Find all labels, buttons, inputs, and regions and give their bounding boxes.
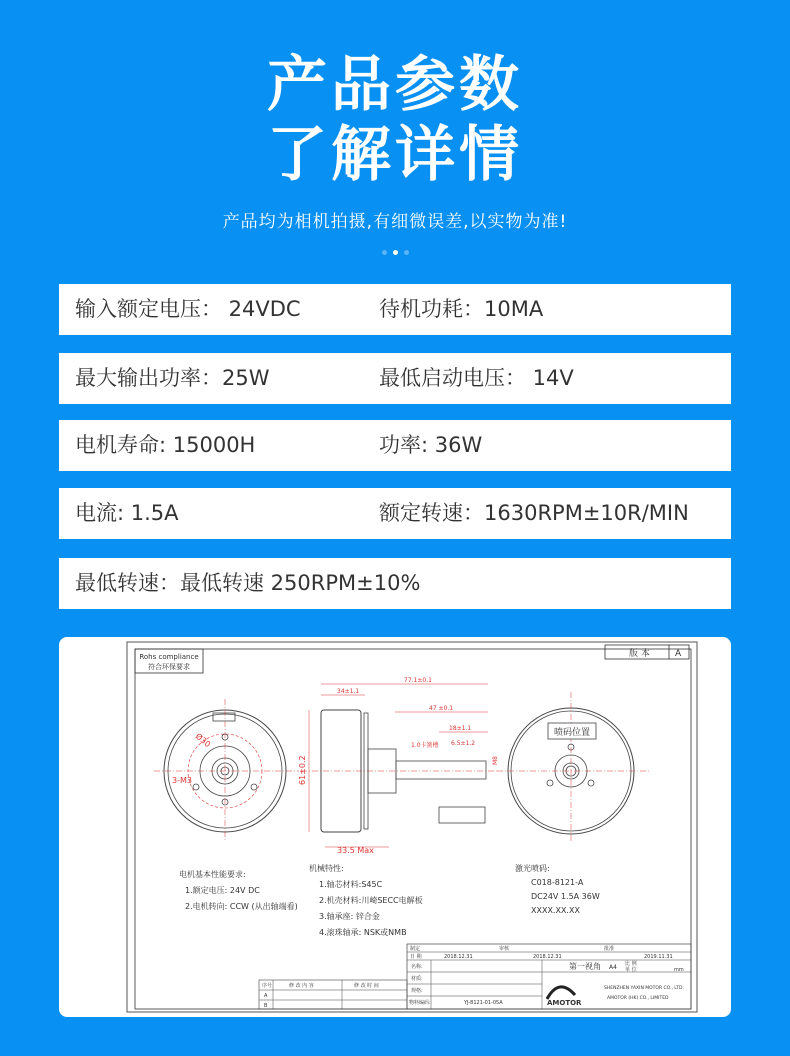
dim-holes: 3-M3 xyxy=(172,776,192,785)
tb-made-date: 2018.12.31 xyxy=(444,954,473,960)
dim-shaft-end: 18±1.1 xyxy=(449,725,472,732)
mechanical-item: 2.机壳材料:川崎SECC电解板 xyxy=(319,896,423,905)
rev-header: 修 改 内 容 xyxy=(289,983,314,989)
dim-thread: M8 xyxy=(492,756,499,765)
company-name-en: SHENZHEN YAXIN MOTOR CO., LTD. xyxy=(604,986,684,991)
electrical-item: 1.额定电压: 24V DC xyxy=(185,886,260,895)
dim-max-length: 33.5 Max xyxy=(337,846,374,855)
dim-clip: 1.0卡簧槽 xyxy=(411,742,439,749)
rohs-label: Rohs compliance xyxy=(139,653,199,661)
tb-check-date: 2018.12.31 xyxy=(533,954,562,960)
electrical-item: 2.电机转向: CCW (从出轴端看) xyxy=(185,902,298,911)
spec-rated-voltage: 输入额定电压： 24VDC xyxy=(75,297,301,321)
title-block xyxy=(407,944,691,1009)
version-value: A xyxy=(675,649,682,659)
rev-header: 修 改 时 间 xyxy=(354,983,379,989)
mechanical-item: 1.轴芯材料:S45C xyxy=(319,880,383,889)
mechanical-item: 3.轴承座: 锌合金 xyxy=(319,912,380,921)
laser-item: DC24V 1.5A 36W xyxy=(531,892,600,901)
version-label: 版 本 xyxy=(629,649,650,659)
tb-approve-date: 2019.11.31 xyxy=(644,954,673,960)
hero-title-line2: 了解详情 xyxy=(267,120,523,190)
spec-power: 功率: 36W xyxy=(379,433,483,457)
laser-item: C018-8121-A xyxy=(531,878,584,887)
rev-row: B xyxy=(264,1003,268,1009)
revision-table xyxy=(259,980,407,1009)
dim-body-length: 34±1.1 xyxy=(337,688,360,695)
motor-side-view xyxy=(298,677,499,855)
spec-current: 电流: 1.5A xyxy=(75,501,179,525)
print-position-label: 喷码位置 xyxy=(553,728,591,738)
spec-row xyxy=(59,558,731,609)
tb-paper: A4 xyxy=(609,964,617,971)
dim-shaft-length: 47 ±0.1 xyxy=(429,705,454,712)
electrical-title: 电机基本性能要求: xyxy=(179,870,246,879)
technical-drawing-card xyxy=(59,637,731,1017)
tb-made: 制定 xyxy=(410,946,421,952)
tb-scale: 比 例 xyxy=(625,961,637,967)
spec-max-output: 最大输出功率：25W xyxy=(75,366,270,390)
spec-row xyxy=(59,488,731,539)
mechanical-notes xyxy=(309,863,423,937)
spec-min-speed: 最低转速：最低转速 250RPM±10% xyxy=(75,571,421,595)
dim-shaft-tip: 6.5±1.2 xyxy=(451,740,476,747)
laser-item: XXXX.XX.XX xyxy=(531,906,580,915)
hero-title-line1: 产品参数 xyxy=(267,50,523,120)
hero-subtitle: 产品均为相机拍摄,有细微误差,以实物为准! xyxy=(222,212,568,232)
carousel-dot[interactable] xyxy=(404,250,409,255)
spec-row xyxy=(59,420,731,471)
spec-rated-speed: 额定转速：1630RPM±10R/MIN xyxy=(379,501,689,525)
tb-spec-label: 规格: xyxy=(411,988,423,994)
rohs-label-cn: 符合环保要求 xyxy=(148,663,190,671)
spec-min-start-voltage: 最低启动电压： 14V xyxy=(379,366,574,390)
motor-back-view xyxy=(497,692,649,842)
carousel-dot[interactable] xyxy=(382,250,387,255)
tb-name-label: 名称: xyxy=(411,964,423,970)
laser-marking-notes xyxy=(515,863,600,915)
amotor-logo-icon xyxy=(547,987,575,999)
company-name-hk: AMOTOR (HK) CO., LIMITED xyxy=(607,996,669,1001)
carousel-dot-active[interactable] xyxy=(393,250,398,255)
tb-unit-value: mm xyxy=(674,967,684,973)
technical-drawing xyxy=(59,637,731,1017)
dim-diameter: 61±0.2 xyxy=(298,755,307,785)
rev-header: 序号 xyxy=(262,983,273,989)
spec-row xyxy=(59,284,731,335)
spec-life: 电机寿命: 15000H xyxy=(75,433,256,457)
tb-material-label: 材质: xyxy=(411,976,423,982)
mechanical-title: 机械特性: xyxy=(309,864,344,873)
spec-standby-power: 待机功耗：10MA xyxy=(379,297,544,321)
electrical-notes xyxy=(179,869,298,911)
tb-check: 审核 xyxy=(499,946,510,952)
motor-front-view xyxy=(154,699,299,842)
tb-date-label: 日 期 xyxy=(410,954,422,960)
tb-part-no-label: 物料编码: xyxy=(409,1000,431,1006)
dim-overall-length: 77.1±0.1 xyxy=(404,677,432,684)
tb-view: 第一视角 xyxy=(569,962,601,971)
laser-title: 激光喷码: xyxy=(515,864,550,873)
carousel-dots xyxy=(0,250,790,255)
tb-unit: 单 位 xyxy=(625,967,637,973)
tb-part-no: YJ-8121-01-05A xyxy=(464,1000,503,1006)
spec-row xyxy=(59,353,731,404)
rev-row: A xyxy=(264,993,268,999)
dim-bolt-circle: Ø30 xyxy=(193,731,213,750)
mechanical-item: 4.滚珠轴承: NSK或NMB xyxy=(319,928,407,937)
tb-approve: 批准 xyxy=(604,946,615,952)
company-logo: AMOTOR xyxy=(547,999,582,1007)
